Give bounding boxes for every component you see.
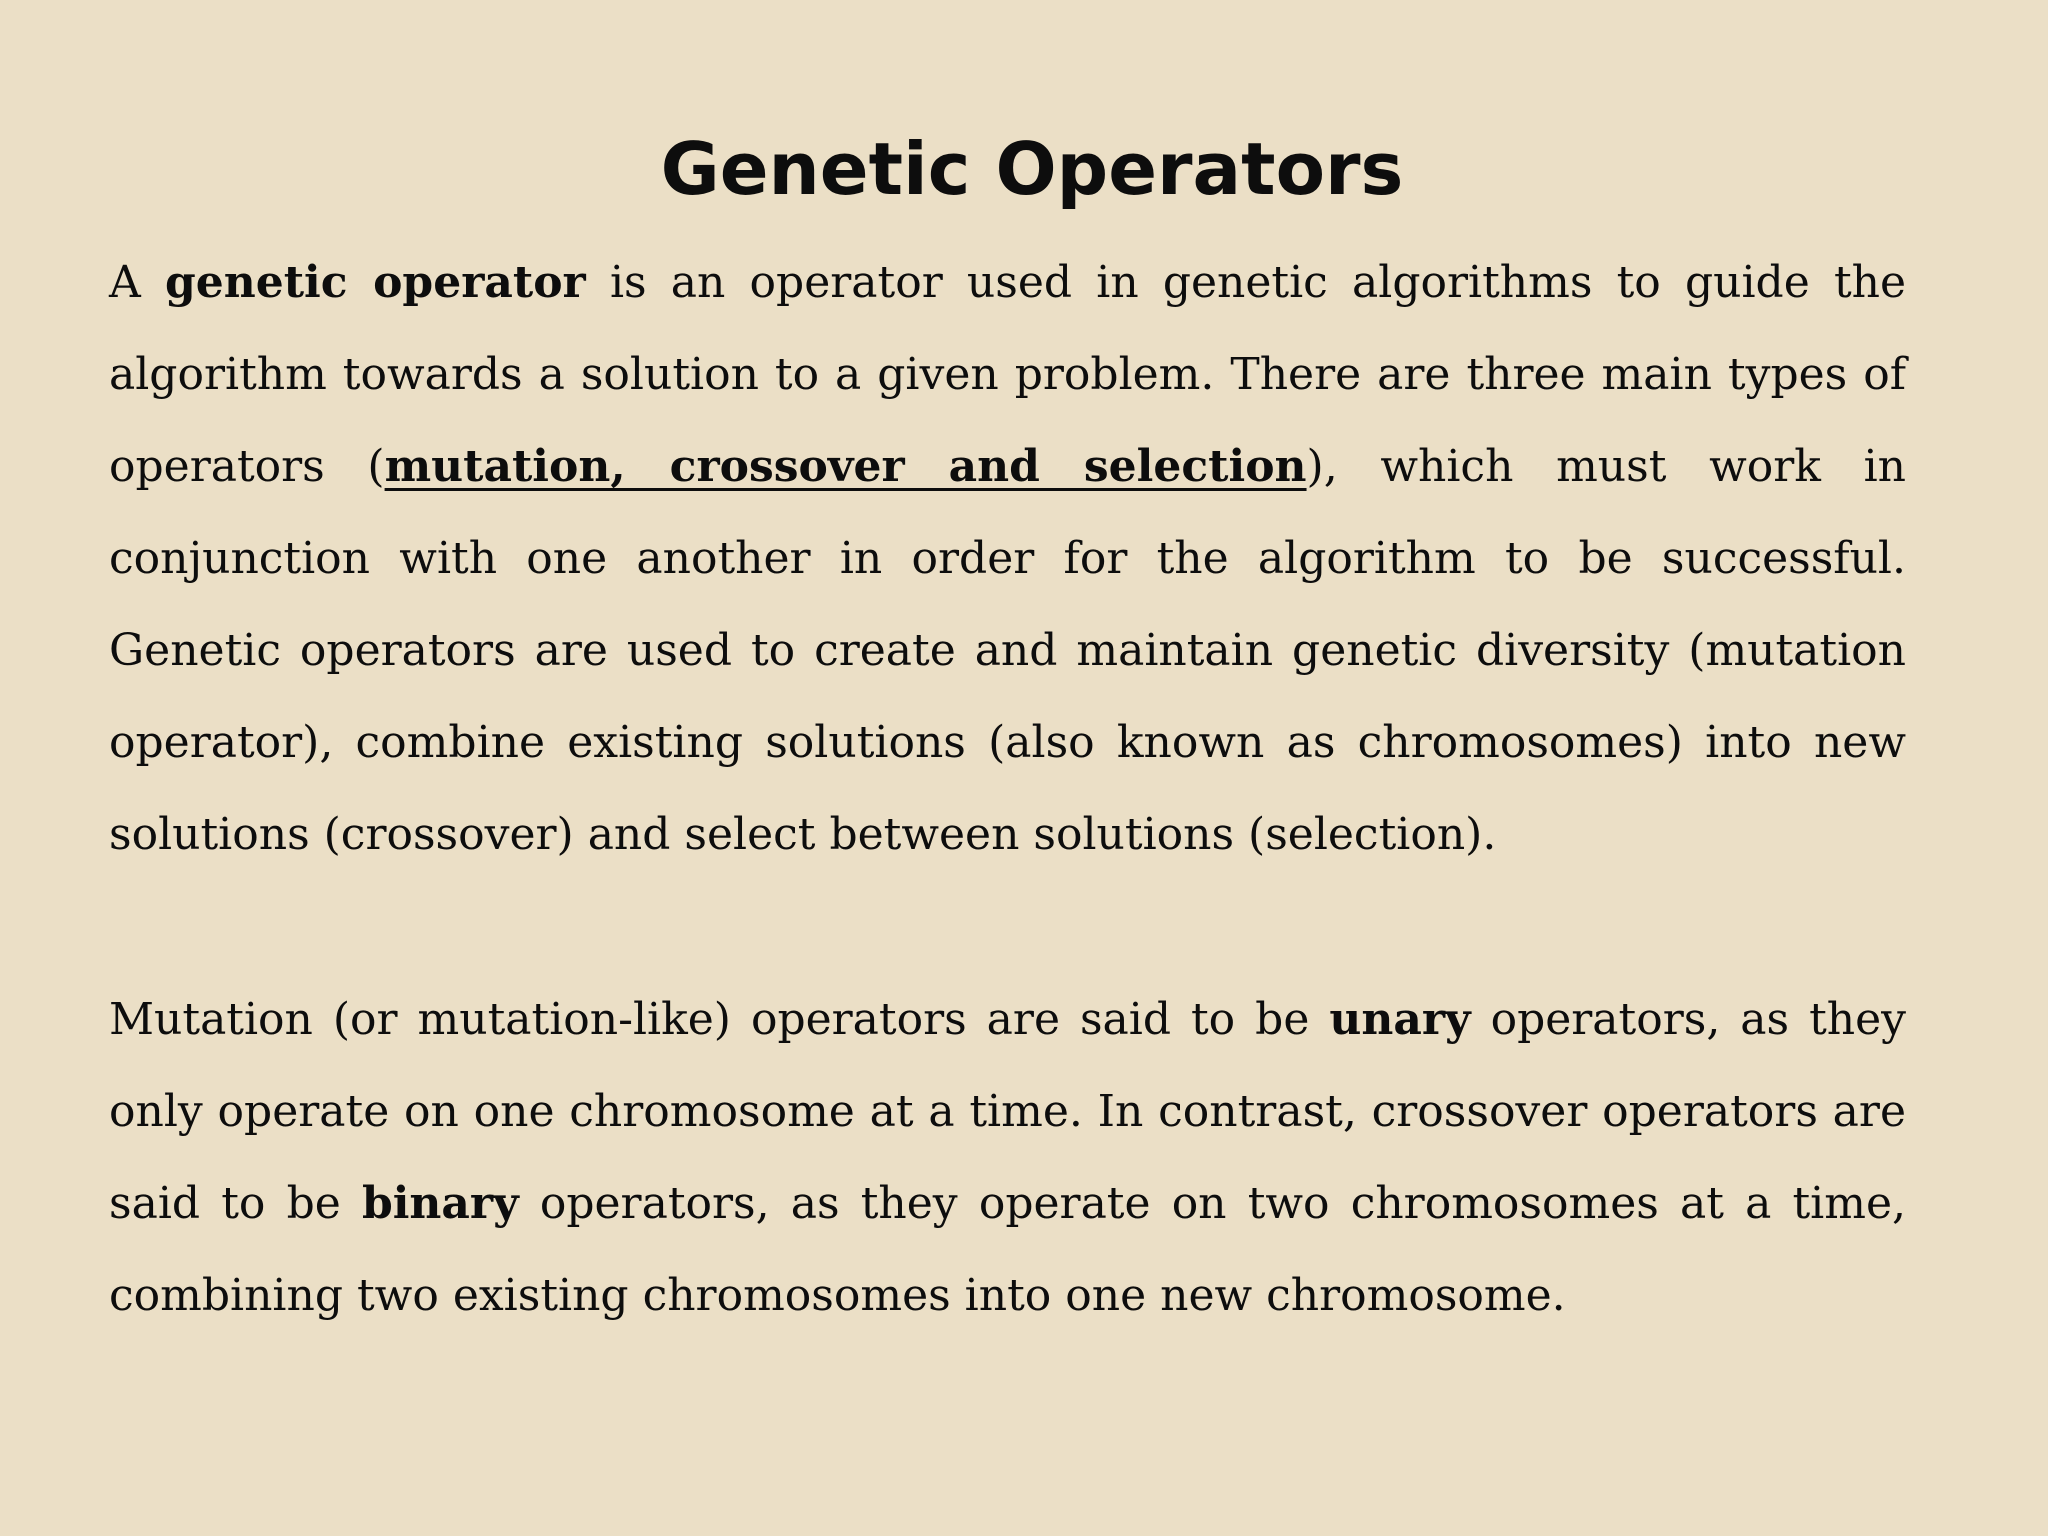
p2-term-unary: unary — [1329, 994, 1471, 1045]
slide-title: Genetic Operators — [660, 127, 1404, 211]
p2-text-1: Mutation (or mutation-like) operators are said to be — [109, 994, 1330, 1045]
p1-term-genetic-operator: genetic operator — [164, 257, 586, 308]
p2-term-binary: binary — [361, 1178, 519, 1229]
paragraph-definition — [109, 237, 1906, 881]
paragraph-unary-binary — [109, 974, 1906, 1342]
p1-text-2: is an operator used in genetic algorithms to guide the algorithm towards a solution to a given problem. There are three main types of operators ( — [109, 257, 1907, 492]
p1-text-3: ), which must work in conjunction with one another in order for the algorithm to be successful. Genetic operators are used to create and maintain genetic diversity (mutation operator), combine existing solutions (also known as chromosomes) into new solutions (crossover) and select between solutions (selection). — [109, 441, 1906, 860]
p1-text-1: A — [109, 257, 165, 308]
p1-operator-types: mutation, crossover and selection — [384, 441, 1307, 492]
p2-text-3: operators, as they operate on two chromosomes at a time, combining two existing chromosomes into one new chromosome. — [109, 1178, 1906, 1321]
p2-text-2: operators, as they only operate on one chromosome at a time. In contrast, crossover operators are said to be — [109, 994, 1906, 1229]
